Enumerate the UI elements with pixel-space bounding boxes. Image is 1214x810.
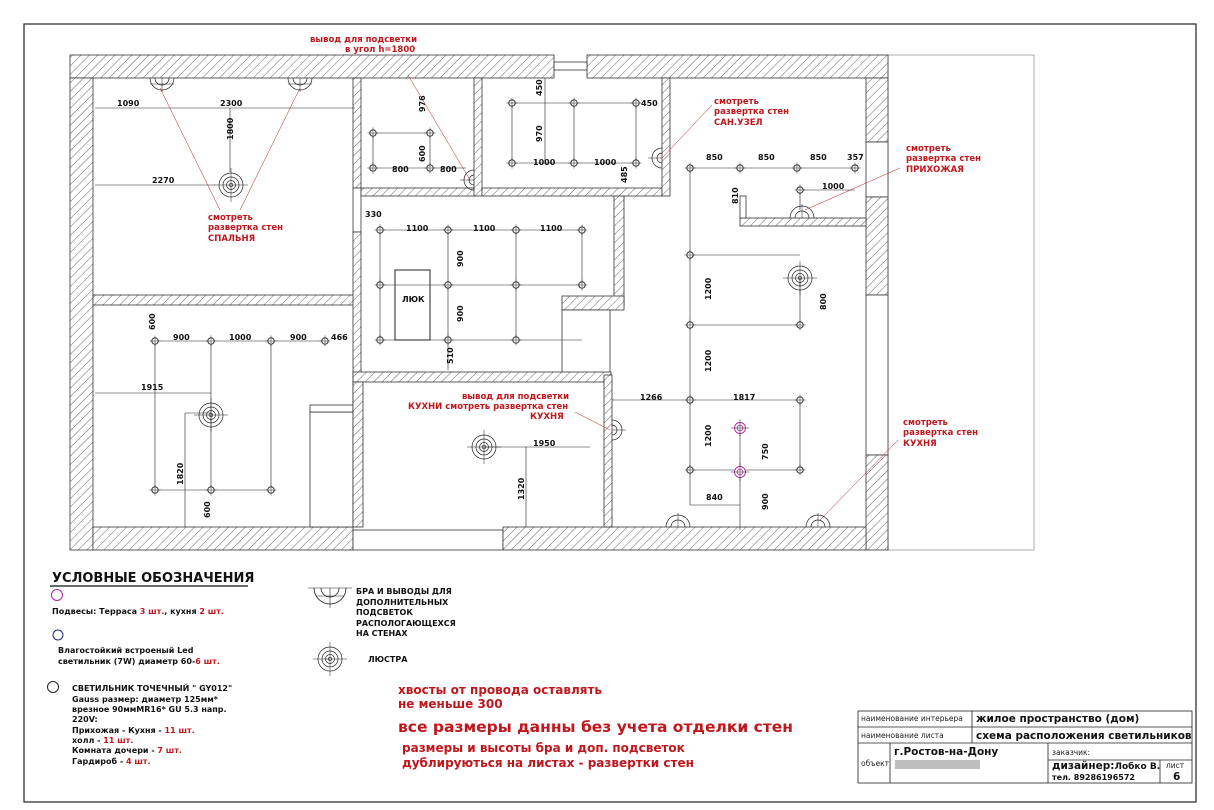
tb-interior-label: наименование интерьера [861, 714, 963, 723]
note-backlight-corner-2: в угол h=1800 [345, 45, 416, 55]
legend-sconce-5: НА СТЕНАХ [356, 629, 408, 638]
dim-800-c: 800 [819, 293, 828, 310]
note-bedroom-3: СПАЛЬНЯ [208, 234, 256, 244]
entrance-sconce [790, 204, 814, 218]
spot-entrance-3 [792, 163, 803, 174]
dim-1000-a: 1000 [533, 158, 556, 167]
legend-spot-holl: холл - 11 шт. [72, 736, 134, 745]
legend-spot-icon [48, 682, 59, 693]
tb-sheet-label: лист [1166, 761, 1185, 770]
tb-interior-value: жилое пространство (дом) [976, 713, 1140, 725]
spot-holl-2 [443, 225, 454, 236]
spot-entrance-7 [685, 320, 696, 331]
daughter-chandelier [194, 398, 228, 432]
spot-entrance-10 [795, 395, 806, 406]
dim-850-c: 850 [810, 153, 827, 162]
dim-900-e: 900 [761, 493, 770, 510]
dim-1266: 1266 [640, 393, 663, 402]
bathroom-layout [512, 78, 636, 163]
dim-330: 330 [365, 210, 382, 219]
legend-title: УСЛОВНЫЕ ОБОЗНАЧЕНИЯ [52, 571, 255, 586]
note-bath-1: смотреть [714, 97, 759, 107]
dim-800-b: 800 [440, 165, 457, 174]
note-bedroom-2: развертка стен [208, 223, 283, 233]
note-dimensions: все размеры данны без учета отделки стен [398, 718, 793, 736]
tb-designer: дизайнер:Лобко В. [1052, 760, 1161, 772]
dim-1915: 1915 [141, 383, 164, 392]
legend-pendant-icon [52, 590, 63, 601]
spot-entrance-12 [795, 465, 806, 476]
note-kitchen-right-2: развертка стен [903, 428, 978, 438]
dim-1000-c: 1000 [822, 182, 845, 191]
bedroom-sconce-1 [150, 78, 174, 92]
dim-1000-d: 1000 [229, 333, 252, 342]
spot-bath-2 [569, 98, 580, 109]
spot-bath-6 [631, 158, 642, 169]
spot-holl-6 [443, 280, 454, 291]
hatch-label: ЛЮК [402, 295, 425, 304]
spot-holl-9 [375, 335, 386, 346]
note-backlight-corner-1: вывод для подсветки [310, 35, 418, 45]
note-heights-1: размеры и высоты бра и доп. подсветок [402, 741, 685, 755]
spot-daughter-3 [266, 336, 277, 347]
spot-entrance-4 [850, 163, 861, 174]
legend-chandelier-icon [313, 642, 347, 676]
legend-sconce-3: ПОДСВЕТОК [356, 608, 413, 617]
spot-wardrobe-2 [425, 128, 436, 139]
legend-spot-line3: врезное 90ммMR16* GU 5.3 напр. [72, 705, 227, 714]
dim-900-c: 900 [173, 333, 190, 342]
kitchen-sconce-mid [612, 420, 626, 440]
dim-1200-b: 1200 [704, 349, 713, 372]
dim-2270: 2270 [152, 176, 175, 185]
dim-1820: 1820 [176, 462, 185, 485]
legend-chandelier: ЛЮСТРА [368, 655, 408, 664]
legend-sconce-1: БРА И ВЫВОДЫ ДЛЯ [356, 587, 452, 596]
legend-led-line2: светильник (7W) диаметр 60-6 шт. [58, 657, 220, 666]
legend-sconce-4: РАСПОЛОГАЮЩЕХСЯ [356, 619, 456, 628]
spot-bath-3 [631, 98, 642, 109]
dim-600-c: 600 [203, 501, 212, 518]
tb-city: г.Ростов-на-Дону [894, 746, 999, 758]
spot-holl-8 [577, 280, 588, 291]
dim-2300: 2300 [220, 99, 243, 108]
dim-600-a: 600 [418, 145, 427, 162]
spot-entrance-6 [685, 250, 696, 261]
dim-850-a: 850 [706, 153, 723, 162]
legend-sconce-2: ДОПОЛНИТЕЛЬНЫХ [356, 598, 449, 607]
dim-357: 357 [847, 153, 864, 162]
spot-entrance-1 [685, 163, 696, 174]
spot-bath-5 [569, 158, 580, 169]
pendant-kitchen-1 [731, 419, 749, 437]
note-hall-2: развертка стен [906, 154, 981, 164]
dim-850-b: 850 [758, 153, 775, 162]
spot-entrance-11 [685, 465, 696, 476]
interior-walls [93, 78, 866, 527]
dim-976: 976 [418, 95, 427, 112]
spot-entrance-9 [685, 395, 696, 406]
hatch-opening [395, 270, 430, 340]
wardrobe-sconce [460, 170, 474, 190]
spot-daughter-7 [266, 485, 277, 496]
tb-phone: тел. 89286196572 [1052, 773, 1135, 782]
legend-sconce-icon [308, 588, 352, 608]
dim-900-a: 900 [456, 250, 465, 267]
legend-led-icon [53, 630, 63, 640]
spot-wardrobe-3 [368, 163, 379, 174]
dim-970: 970 [535, 125, 544, 142]
note-kitchen-mid-3: КУХНЯ [530, 412, 564, 422]
spot-daughter-2 [206, 336, 217, 347]
spot-entrance-5 [795, 185, 806, 196]
legend-spot-line1: СВЕТИЛЬНИК ТОЧЕЧНЫЙ " GY012" [72, 684, 233, 693]
spot-holl-7 [511, 280, 522, 291]
spot-holl-4 [577, 225, 588, 236]
dim-840: 840 [706, 493, 723, 502]
bathroom-sconce [648, 148, 662, 168]
bedroom-chandelier [214, 168, 248, 202]
legend-spot-wardrobe: Гардироб - 4 шт. [72, 757, 151, 766]
note-kitchen-right-3: КУХНЯ [903, 439, 937, 449]
spot-bath-1 [507, 98, 518, 109]
tb-sheet-name-value: схема расположения светильников [976, 730, 1192, 742]
note-kitchen-right-1: смотреть [903, 418, 948, 428]
legend-spot-line4: 220V: [72, 715, 98, 724]
kitchen-sconce-right-1 [666, 513, 690, 527]
spot-holl-3 [511, 225, 522, 236]
note-kitchen-mid-1: вывод для подсветки [462, 392, 570, 402]
note-hall-3: ПРИХОЖАЯ [906, 165, 964, 175]
legend-led-line1: Влагостойкий встроеный Led [58, 646, 194, 655]
tb-object-label: объект [861, 759, 890, 768]
dim-750: 750 [761, 443, 770, 460]
spot-daughter-6 [206, 485, 217, 496]
tb-sheet-num: 6 [1173, 771, 1181, 783]
dim-600-b: 600 [148, 313, 157, 330]
legend-spot-hall: Прихожая - Кухня - 11 шт. [72, 726, 195, 735]
dim-510: 510 [446, 347, 455, 364]
dim-1200-c: 1200 [704, 424, 713, 447]
spot-holl-5 [375, 280, 386, 291]
dim-1800: 1800 [226, 117, 235, 140]
pendant-kitchen-2 [731, 463, 749, 481]
note-heights-2: дублируються на листах - развертки стен [402, 756, 694, 770]
entrance-chandelier [783, 261, 817, 295]
dim-1950: 1950 [533, 439, 556, 448]
dim-1100-b: 1100 [473, 224, 496, 233]
note-tails-1: хвосты от провода оставлять [398, 683, 603, 697]
legend-spot-daughter: Комната дочери - 7 шт. [72, 746, 182, 755]
dim-1817: 1817 [733, 393, 756, 402]
tb-sheet-name-label: наименование листа [861, 731, 944, 740]
dim-1200-a: 1200 [704, 277, 713, 300]
note-tails-2: не меньше 300 [398, 697, 503, 711]
dim-1000-b: 1000 [594, 158, 617, 167]
dim-810: 810 [731, 187, 740, 204]
spot-wardrobe-4 [425, 163, 436, 174]
spot-daughter-5 [150, 485, 161, 496]
legend-spot-line2: Gauss размер: диаметр 125мм* [72, 695, 218, 704]
note-bath-3: САН.УЗЕЛ [714, 118, 763, 128]
dim-450-a: 450 [535, 79, 544, 96]
tb-customer-label: заказчик: [1052, 748, 1091, 757]
bedroom-sconce-2 [288, 78, 312, 92]
spot-holl-10 [443, 335, 454, 346]
dim-900-b: 900 [456, 305, 465, 322]
dim-1100-c: 1100 [540, 224, 563, 233]
spot-entrance-8 [795, 320, 806, 331]
dim-485: 485 [620, 166, 629, 183]
spot-daughter-1 [150, 336, 161, 347]
terrace-outline [888, 55, 1034, 550]
dim-800-a: 800 [392, 165, 409, 174]
dim-450-b: 450 [641, 99, 658, 108]
kitchen-chandelier [467, 430, 501, 464]
daughter-room-layout [95, 341, 325, 527]
spot-daughter-4 [320, 336, 331, 347]
spot-holl-11 [511, 335, 522, 346]
spot-entrance-2 [735, 163, 746, 174]
note-bedroom-1: смотреть [208, 213, 253, 223]
dim-466: 466 [331, 333, 348, 342]
kitchen-layout [484, 412, 610, 527]
kitchen-sconce-right-2 [806, 513, 830, 527]
dim-1090: 1090 [117, 99, 140, 108]
spot-bath-4 [507, 158, 518, 169]
note-kitchen-mid-2: КУХНИ смотреть развертка стен [408, 402, 569, 412]
note-bath-2: развертка стен [714, 107, 789, 117]
dim-1100-a: 1100 [406, 224, 429, 233]
note-hall-1: смотреть [906, 144, 951, 154]
spot-holl-1 [375, 225, 386, 236]
dim-1320: 1320 [517, 477, 526, 500]
tb-redacted-address [895, 760, 980, 769]
spot-wardrobe-1 [368, 128, 379, 139]
legend-pendants: Подвесы: Терраса 3 шт., кухня 2 шт. [52, 607, 224, 616]
dim-900-d: 900 [290, 333, 307, 342]
